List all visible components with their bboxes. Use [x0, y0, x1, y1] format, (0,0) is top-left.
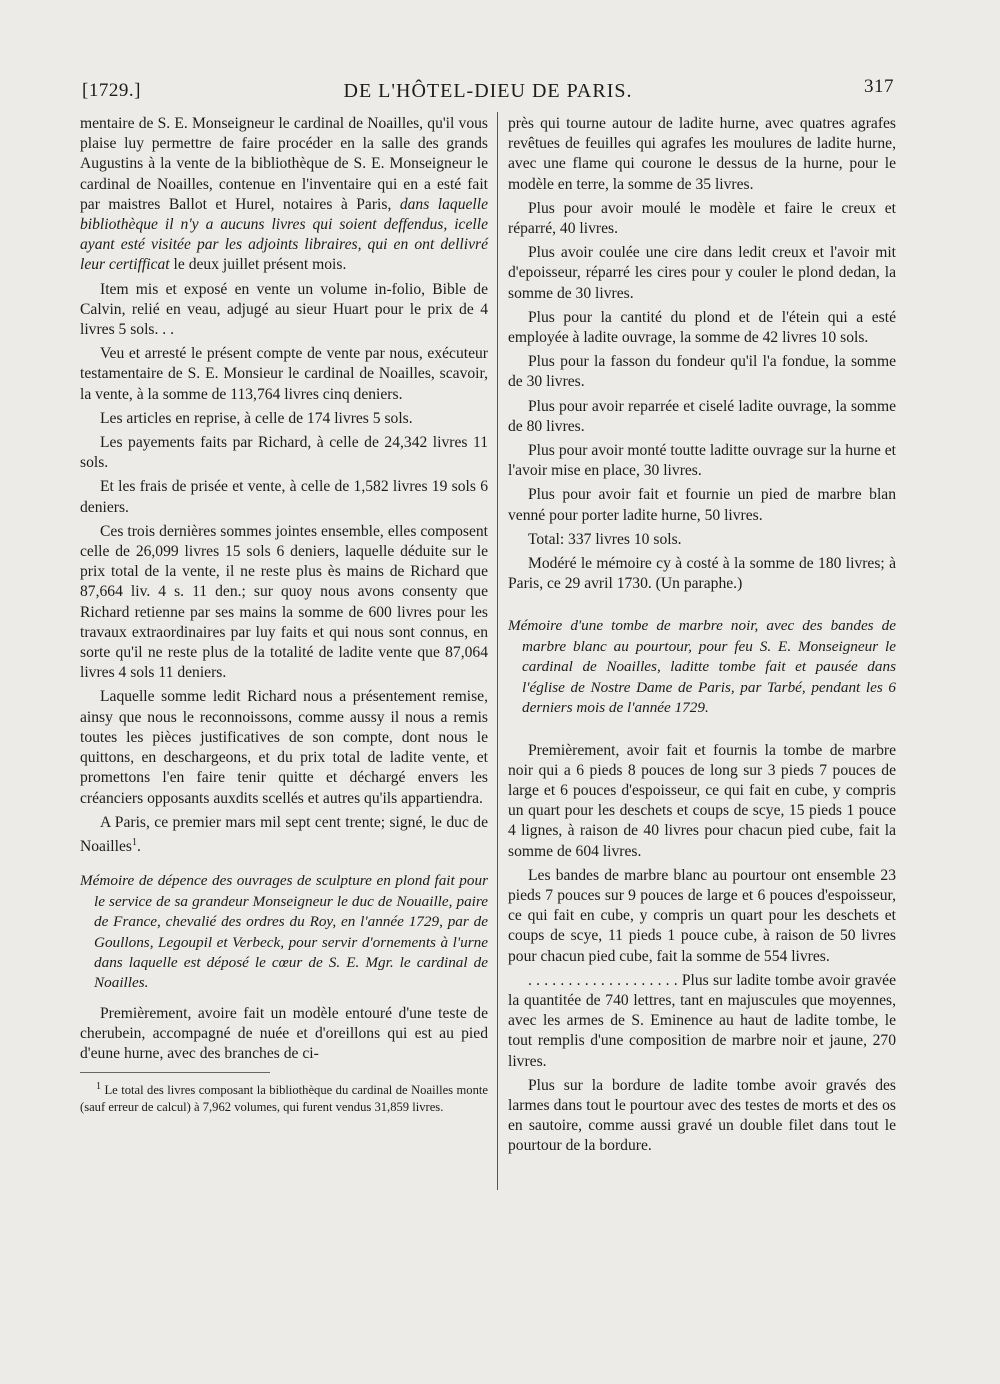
right-column [508, 114, 896, 1157]
memoire-heading: Mémoire d'une tombe de marbre noir, avec des bandes de marbre blanc au pourtour, pour feu S. E. Monseigneur le cardinal de Noailles, laditte tombe fait et pausée dans l'église de Nostre Dame de Paris, par Tarbé, pendant les 6 derniers mois de l'année 1729. [508, 617, 896, 717]
paragraph: Plus pour la fasson du fondeur qu'il l'a fondue, la somme de 30 livres. [508, 353, 896, 391]
footnote [80, 1079, 488, 1115]
paragraph: Plus sur la bordure de ladite tombe avoir gravés des larmes dans tout le pourtour avec des testes de morts et des os en sautoire, comme aussi gravé un double filet dans tout le pourtour de la bordure. [508, 1076, 896, 1155]
running-header [82, 76, 894, 110]
paragraph: Premièrement, avoire fait un modèle entouré d'une teste de cherubein, accompagné de nuée et d'oreillons qui est au pied d'eune hurne, avec des branches de ci- [80, 1004, 488, 1063]
paragraph: Les payements faits par Richard, à celle de 24,342 livres 11 sols. [80, 434, 488, 472]
paragraph: Veu et arresté le présent compte de vente par nous, exécuteur testamentaire de S. E. Monsieur le cardinal de Noailles, scavoir, la vente, à la somme de 113,764 livres cinq deniers. [80, 345, 488, 403]
footnote-text: Le total des livres composant la bibliothèque du cardinal de Noailles monte (sauf erreur de calcul) à 7,962 volumes, qui furent vendus 31,859 livres. [80, 1083, 488, 1114]
paragraph-text: A Paris, ce premier mars mil sept cent trente; signé, le duc de Noailles [80, 813, 488, 856]
paragraph: Plus pour avoir fait et fournie un pied de marbre blan venné pour porter ladite hurne, 50 livres. [508, 486, 896, 524]
header-year: [1729.] [82, 80, 141, 101]
paragraph: . . . . . . . . . . . . . . . . . . . Plus sur ladite tombe avoir gravée la quantitée de 740 lettres, tant en majuscules que moyennes, avec les armes de S. Eminence au haut de ladite tombe, le tout remplis d'une composition de marbre noir et jaune, 270 livres. [508, 971, 896, 1070]
left-column [80, 114, 488, 1115]
footnote-divider [80, 1072, 270, 1073]
paragraph-italic-text: dans laquelle bibliothèque il n'y a aucuns livres qui soient deffendus, icelle ayant esté visitée par les adjoints libraires, qui en ont dellivré leur certifficat [80, 195, 488, 274]
memoire-heading: Mémoire de dépence des ouvrages de sculpture en plond fait pour le service de sa grandeur Monseigneur le duc de Nouaille, paire de France, chevalié des ordres du Roy, en l'année 1729, par de Goullons, Legoupil et Verbeck, pour servir d'ornements à l'urne dans laquelle est déposé le cœur de S. E. Mgr. le cardinal de Noailles. [80, 872, 488, 992]
paragraph: Total: 337 livres 10 sols. [528, 530, 682, 548]
paragraph: Plus pour avoir reparrée et ciselé ladite ouvrage, la somme de 80 livres. [508, 397, 896, 435]
paragraph: Plus pour la cantité du plond et de l'étein qui a esté employée à ladite ouvrage, la somme de 42 livres 10 sols. [508, 308, 896, 347]
paragraph: Modéré le mémoire cy à costé à la somme de 180 livres; à Paris, ce 29 avril 1730. (Un paraphe.) [508, 555, 896, 593]
paragraph: Les articles en reprise, à celle de 174 livres 5 sols. [100, 409, 413, 427]
paragraph: près qui tourne autour de ladite hurne, avec quatres agrafes revêtues de feuilles qui agrafes les moulures de ladite hurne, avec une flame qui courone le dessus de la hurne, pour le modèle en terre, la somme de 35 livres. [508, 115, 896, 193]
paragraph: Plus pour avoir monté toutte laditte ouvrage sur la hurne et l'avoir mise en place, 30 livres. [508, 442, 896, 480]
paragraph [80, 114, 488, 276]
paragraph: Premièrement, avoir fait et fournis la tombe de marbre noir qui a 6 pieds 8 pouces de long sur 3 pieds 7 pouces de large et 6 pouces d'espoisseur, ce qui fait en cube, y compris un quart pour les deschets et coups de scye, 15 pieds 1 pouce 4 lignes, à raison de 40 livres pour chacun pied cube, fait la somme de 604 livres. [508, 741, 896, 860]
page-number: 317 [864, 76, 894, 97]
paragraph-text: mentaire de S. E. Monseigneur le cardinal de Noailles, qu'il vous plaise luy permettre de faire procéder en la salle des grands Augustins à la vente de la bibliothèque de S. E. Monseigneur le cardinal de Noailles, contenue en l'inventaire qui en a esté fait par maistres Ballot et Hurel, notaires à Paris, [80, 115, 488, 213]
paragraph: Ces trois dernières sommes jointes ensemble, elles composent celle de 26,099 livres 15 sols 6 deniers, laquelle déduite sur le prix total de la vente, il ne reste plus ès mains de Richard que 87,664 liv. 4 s. 11 den.; sur quoy nous avons consenty que Richard retienne par ses mains la somme de 600 livres pour les travaux extraordinaires par luy faits et qui nous sont connus, en sorte qu'il ne reste plus de la totalité de ladite vente que 87,064 livres 4 sols 11 deniers. [80, 522, 488, 682]
paragraph: Laquelle somme ledit Richard nous a présentement remise, ainsy que nous le reconnoissons, comme aussy il nous a remis toutes les pièces justificatives de son compte, dont nous le quittons, en deschargeons, et du prix total de ladite vente, et promettons l'en faire tenir quitte et déchargé envers les créanciers opposants auxdits scellés et autres qu'ils appartiendra. [80, 688, 488, 807]
paragraph-text: . [136, 838, 141, 856]
paragraph: Plus avoir coulée une cire dans ledit creux et l'avoir mit d'epoisseur, réparré les cires pour y couler le plond dedan, la somme de 30 livres. [508, 244, 896, 302]
paragraph: Et les frais de prisée et vente, à celle de 1,582 livres 19 sols 6 deniers. [80, 478, 488, 516]
column-divider [497, 112, 498, 1190]
paragraph: Plus pour avoir moulé le modèle et faire le creux et réparré, 40 livres. [508, 199, 896, 238]
paragraph-text: le deux juillet présent mois. [169, 256, 347, 274]
paragraph: Les bandes de marbre blanc au pourtour ont ensemble 23 pieds 7 pouces sur 9 pouces de large et 6 pouces d'espoisseur, ce qui fait en cube, y compris un quart pour les deschets et coups de scye, 11 pieds 1 pouce cube, à raison de 50 livres pour chacun pied cube, fait la somme de 554 livres. [508, 866, 896, 965]
footnote-number: 1 [96, 1081, 101, 1093]
header-title: DE L'HÔTEL-DIEU DE PARIS. [343, 80, 633, 102]
footnote-ref: 1 [131, 836, 137, 848]
paragraph [80, 813, 488, 858]
paragraph: Item mis et exposé en vente un volume in-folio, Bible de Calvin, relié en veau, adjugé au sieur Huart pour le prix de 4 livres 5 sols. . . [80, 280, 488, 339]
